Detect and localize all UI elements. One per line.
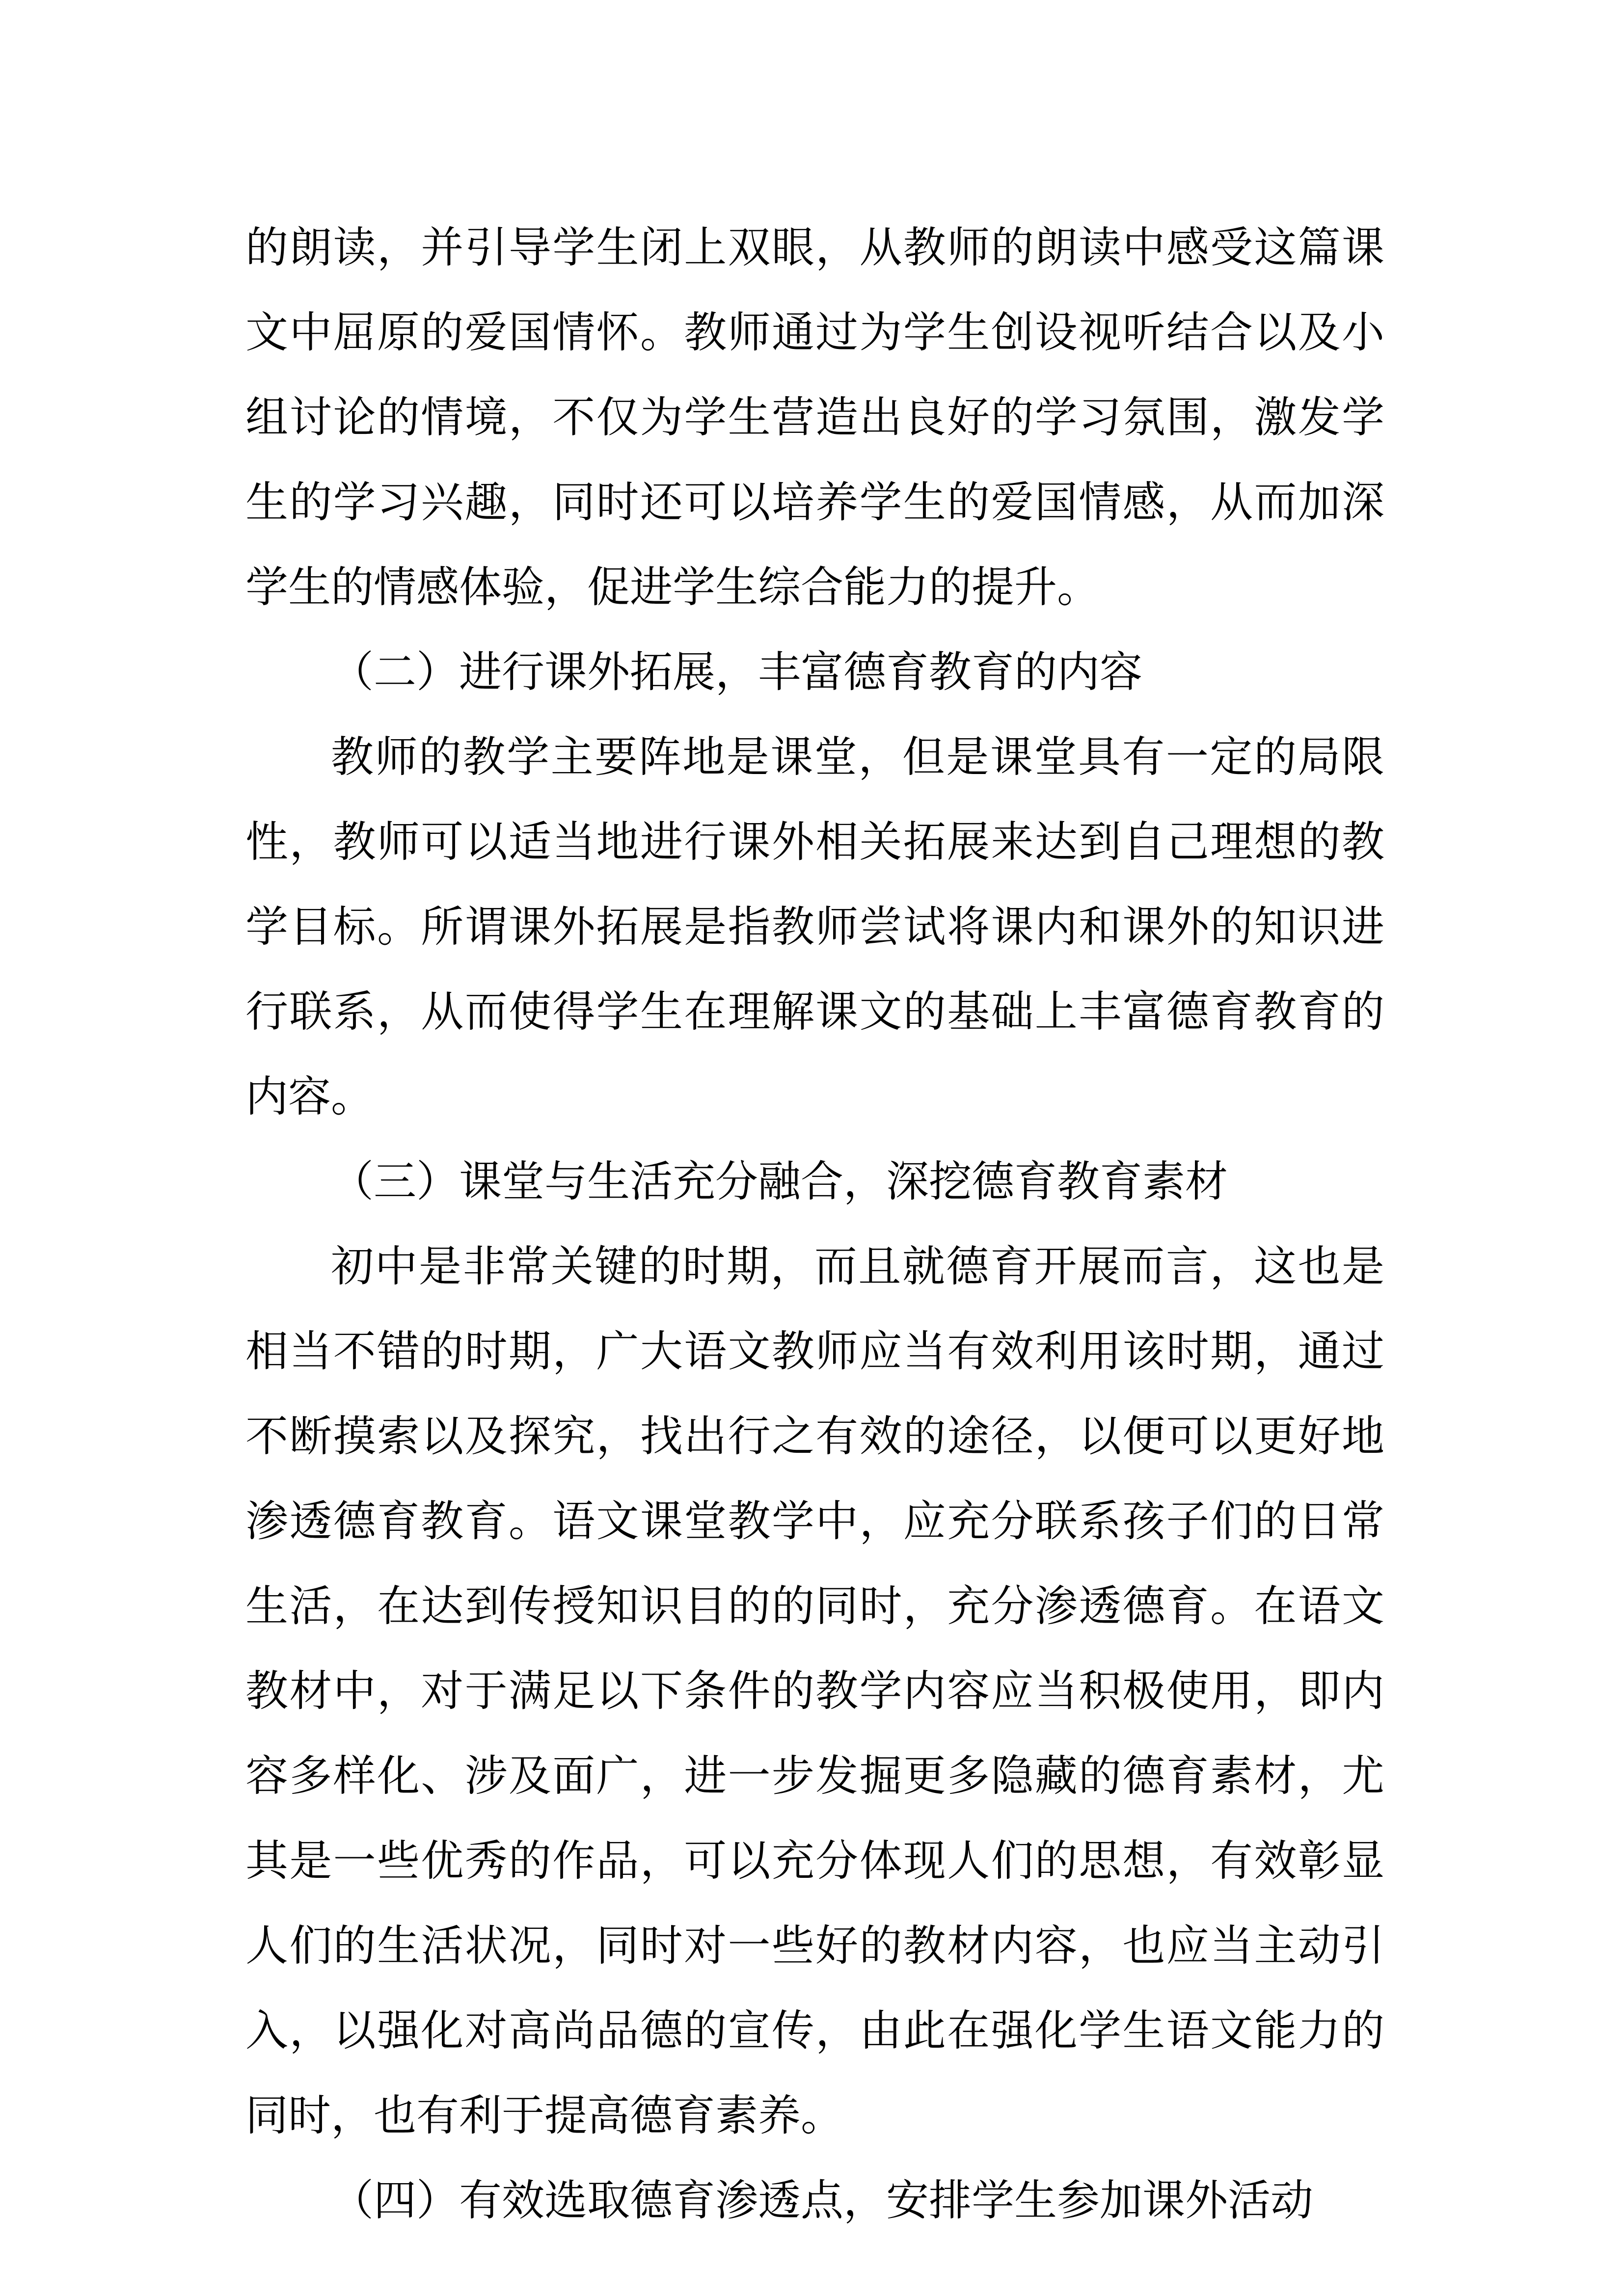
section-heading-2: （二）进行课外拓展，丰富德育教育的内容: [331, 647, 1142, 697]
section-heading-4: （四）有效选取德育渗透点，安排学生参加课外活动: [331, 2175, 1313, 2225]
paragraph-continued: 的朗读，并引导学生闭上双眼，从教师的朗读中感受这篇课文中屈原的爱国情怀。教师通过为学生创设视听结合以及小组讨论的情境，不仅为学生营造出良好的学习氛围，激发学生的学习兴趣，同时还可以培养学生的爱国情感，从而加深学生的情感体验，促进学生综合能力的提升。: [245, 222, 1384, 612]
paragraph-life-integration: 初中是非常关键的时期，而且就德育开展而言，这也是相当不错的时期，广大语文教师应当有效利用该时期，通过不断摸索以及探究，找出行之有效的途径，以便可以更好地渗透德育教育。语文课堂教学中，应充分联系孩子们的日常生活，在达到传授知识目的的同时，充分渗透德育。在语文教材中，对于满足以下条件的教学内容应当积极使用，即内容多样化、涉及面广，进一步发掘更多隐藏的德育素材，尤其是一些优秀的作品，可以充分体现人们的思想，有效彰显人们的生活状况，同时对一些好的教材内容，也应当主动引入，以强化对高尚品德的宣传，由此在强化学生语文能力的同时，也有利于提高德育素养。: [245, 1241, 1384, 2140]
paragraph-extension: 教师的教学主要阵地是课堂，但是课堂具有一定的局限性，教师可以适当地进行课外相关拓展来达到自己理想的教学目标。所谓课外拓展是指教师尝试将课内和课外的知识进行联系，从而使得学生在理解课文的基础上丰富德育教育的内容。: [245, 732, 1384, 1121]
document-body: [245, 205, 1384, 2243]
section-heading-3: （三）课堂与生活充分融合，深挖德育教育素材: [331, 1156, 1228, 1206]
